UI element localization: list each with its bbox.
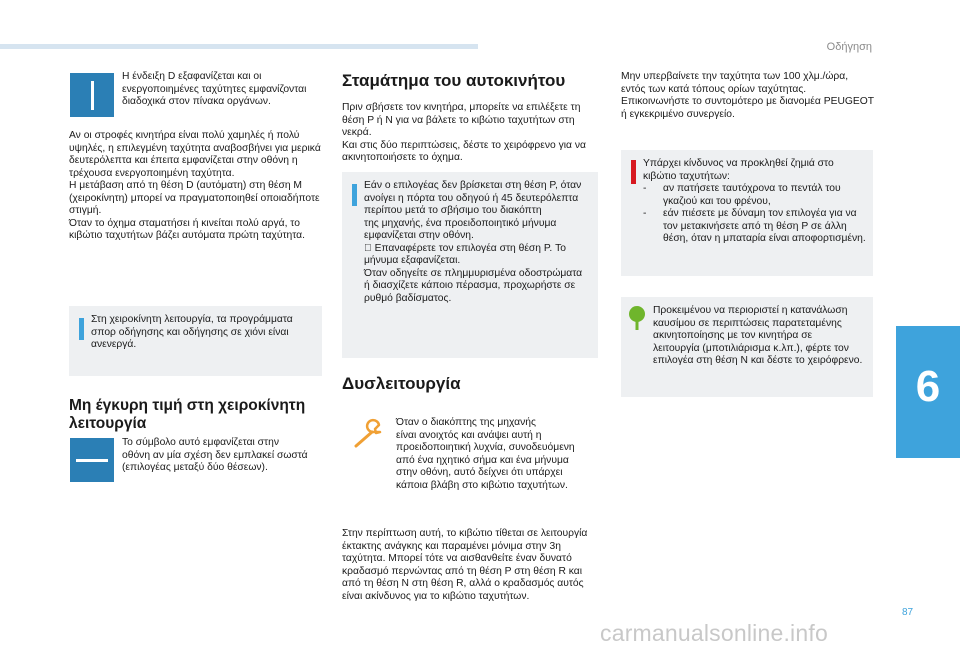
selector-position-note	[342, 172, 598, 358]
chapter-tab	[896, 326, 960, 458]
warning-item: - αν πατήσετε ταυτόχρονα το πεντάλ του γκαζιού και του φρένου,	[643, 183, 841, 207]
wrench-warning-icon	[352, 418, 386, 452]
invalid-value-text: Το σύμβολο αυτό εμφανίζεται στην οθόνη αν μία σχέση δεν εμπλακεί σωστά (επιλογέας μεταξύ δύο θέσεων).	[122, 437, 308, 473]
eco-tip-box	[621, 297, 873, 397]
page-number: 87	[902, 607, 914, 618]
eco-tip-text: Προκειμένου να περιοριστεί η κατανάλωση καυσίμου σε περιπτώσεις παρατεταμένης ακινητοποίησης με τον κινητήρα σε λειτουργία (μποτιλιάρισμα κ.λπ.), φέρτε τον επιλογέα στη θέση N και δέστε το χειρόφρενο.	[653, 305, 863, 366]
stop-vehicle-text: Πριν σβήσετε τον κινητήρα, μπορείτε να επιλέξετε τη θέση P ή N για να βάλετε το κιβώτιο ταχυτήτων στη νεκρά. Και στις δύο περιπτώσεις, δέστε το χειρόφρενο για να ακινητοποιήσετε το όχημα.	[342, 102, 586, 163]
section-title: Οδήγηση	[826, 41, 872, 53]
invalid-value-icon	[70, 438, 114, 482]
indicator-text: Η ένδειξη D εξαφανίζεται και οι ενεργοποιημένες ταχύτητες εμφανίζονται διαδοχικά στον πίνακα οργάνων.	[122, 71, 307, 107]
selector-position-note-text: Εάν ο επιλογέας δεν βρίσκεται στη θέση P, όταν ανοίγει η πόρτα του οδηγού ή 45 δευτερόλεπτα περίπου μετά το σβήσιμο του διακόπτη της μηχανής, ένα προειδοποιητικό μήνυμα εμφανίζεται στην οθόνη. Επαναφέρετε τον επιλογέα στη θέση P. Το μήνυμα εξαφανίζεται. Όταν οδηγείτε σε πλημμυρισμένα οδοστρώματα ή διασχίζετε κάποιο πέρασμα, προχωρήστε σε ρυθμό βαδίσματος.	[364, 180, 583, 304]
speed-limit-text: Μην υπερβαίνετε την ταχύτητα των 100 χλμ./ώρα, εντός των κατά τόπους ορίων ταχύτητας. Επικοινωνήστε το συντομότερο με διανομέα PEUGEOT ή εγκεκριμένο συνεργείο.	[621, 71, 875, 120]
chapter-number: 6	[915, 362, 941, 411]
watermark: carmanualsonline.info	[600, 620, 828, 646]
warning-intro: Υπάρχει κίνδυνος να προκληθεί ζημιά στο κιβώτιο ταχυτήτων:	[643, 158, 834, 182]
warning-item: - εάν πιέσετε με δύναμη τον επιλογέα για να τον μετακινήσετε από τη θέση P σε άλλη θέση, όταν η μπαταρία είναι αποφορτισμένη.	[643, 208, 866, 244]
invalid-value-heading: Μη έγκυρη τιμή στη χειροκίνητη λειτουργία	[69, 397, 306, 432]
gear-indicator-icon	[70, 73, 114, 117]
warning-icon	[631, 160, 636, 184]
malfunction-heading: Δυσλειτουργία	[342, 374, 461, 393]
eco-tree-icon	[626, 305, 648, 331]
manual-mode-note-text: Στη χειροκίνητη λειτουργία, τα προγράμματα σπορ οδήγησης και οδήγησης σε χιόνι είναι ανενεργά.	[91, 314, 293, 350]
info-icon	[352, 184, 357, 206]
shift-paragraph: Αν οι στροφές κινητήρα είναι πολύ χαμηλές ή πολύ υψηλές, η επιλεγμένη ταχύτητα αναβοσβήνει για μερικά δευτερόλεπτα και έπειτα εμφανίζεται στην οθόνη η τρέχουσα ενεργοποιημένη ταχύτητα. Η μετάβαση από τη θέση D (αυτόματη) στη θέση M (χειροκίνητη) μπορεί να πραγματοποιηθεί οποιαδήποτε στιγμή. Όταν το όχημα σταματήσει ή κινείται πολύ αργά, το κιβώτιο ταχυτήτων βάζει αυτόματα πρώτη ταχύτητα.	[69, 130, 321, 241]
gearbox-damage-warning	[621, 150, 873, 276]
malfunction-text: Όταν ο διακόπτης της μηχανής είναι ανοιχτός και ανάψει αυτή η προειδοποιητική λυχνία, συνοδευόμενη από ένα ηχητικό σήμα και ένα μήνυμα στην οθόνη, αυτό δείχνει ότι υπάρχει κάποια βλάβη στο κιβώτιο ταχυτήτων.	[396, 417, 575, 491]
manual-mode-note	[69, 306, 322, 376]
info-icon	[79, 318, 84, 340]
header-rule	[0, 44, 478, 49]
stop-vehicle-heading: Σταμάτημα του αυτοκινήτου	[342, 71, 566, 90]
malfunction-paragraph: Στην περίπτωση αυτή, το κιβώτιο τίθεται σε λειτουργία έκτακτης ανάγκης και παραμένει μόνιμα στην 3η ταχύτητα. Μπορεί τότε να αισθανθείτε έναν δυνατό κραδασμό περνώντας από τη θέση P στη θέση R και από τη θέση N στη θέση R, αλλά ο κραδασμός αυτός είναι ακίνδυνος για το κιβώτιο ταχυτήτων.	[342, 528, 588, 602]
